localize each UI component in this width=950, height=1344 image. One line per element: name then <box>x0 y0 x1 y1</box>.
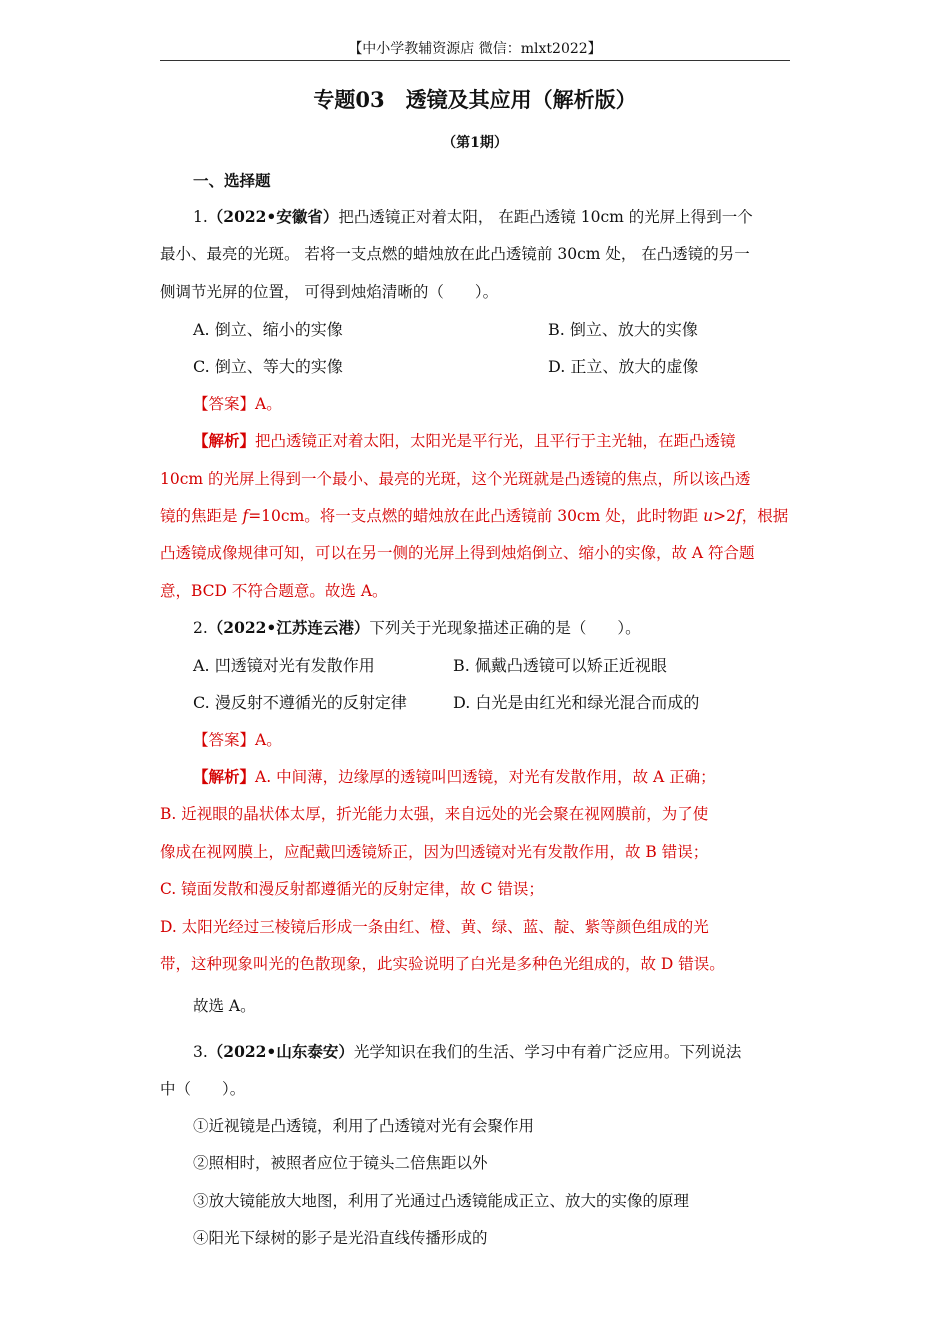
q2-line-1 <box>193 616 823 638</box>
q3-stem-2: 中（ ）。 <box>160 1080 246 1098</box>
q2-analysis-6: 带，这种现象叫光的色散现象，此实验说明了白光是多种色光组成的，故 D 错误。 <box>160 955 725 973</box>
q1-object-distance-symbol: u <box>703 507 714 525</box>
q1-option-b: B. 倒立、放大的实像 <box>548 320 698 339</box>
q2-option-c: C. 漫反射不遵循光的反射定律 <box>193 693 407 712</box>
q1-analysis-1 <box>193 429 823 451</box>
q1-line-1 <box>193 205 823 227</box>
q1-analysis-4: 凸透镜成像规律可知，可以在另一侧的光屏上得到烛焰倒立、缩小的实像，故 A 符合题 <box>160 544 755 562</box>
q3-statement-3: ③放大镜能放大地图，利用了光通过凸透镜能成正立、放大的实像的原理 <box>193 1192 690 1210</box>
q1-option-c: C. 倒立、等大的实像 <box>193 357 343 376</box>
q1-number: 1. <box>193 208 208 226</box>
q2-stem-1: 下列关于光现象描述正确的是（ ）。 <box>369 619 641 637</box>
q1-analysis-3-gt: >2 <box>713 507 737 525</box>
q2-option-a: A. 凹透镜对光有发散作用 <box>193 656 375 675</box>
q1-analysis-2: 10cm 的光屏上得到一个最小、最亮的光斑，这个光斑就是凸透镜的焦点，所以该凸透 <box>160 470 751 488</box>
q1-analysis-3-post: ，根据 <box>741 507 789 525</box>
q2-analysis-5: D. 太阳光经过三棱镜后形成一条由红、橙、黄、绿、蓝、靛、紫等颜色组成的光 <box>160 918 709 936</box>
q1-answer: 【答案】A。 <box>193 395 282 413</box>
q2-number: 2. <box>193 619 208 637</box>
q1-analysis-label: 【解析】 <box>193 431 256 450</box>
header-text: 【中小学教辅资源店 微信：mlxt2022】 <box>348 41 602 57</box>
q1-stem-3: 侧调节光屏的位置， 可得到烛焰清晰的（ ）。 <box>160 283 499 301</box>
q1-stem-1: 把凸透镜正对着太阳， 在距凸透镜 10cm 的光屏上得到一个 <box>338 208 753 226</box>
q1-stem-2: 最小、最亮的光斑。 若将一支点燃的蜡烛放在此凸透镜前 30cm 处， 在凸透镜的另一 <box>160 245 750 263</box>
section-heading: 一、选择题 <box>193 171 271 190</box>
q3-line-1 <box>193 1040 823 1062</box>
q2-analysis-3: 像成在视网膜上，应配戴凹透镜矫正，因为凹透镜对光有发散作用，故 B 错误； <box>160 843 709 861</box>
q2-analysis-label: 【解析】 <box>193 767 256 786</box>
page-subtitle: （第1期） <box>442 135 508 151</box>
q3-stem-1: 光学知识在我们的生活、学习中有着广泛应用。下列说法 <box>353 1043 742 1061</box>
q1-option-d: D. 正立、放大的虚像 <box>548 357 699 376</box>
q3-number: 3. <box>193 1043 208 1061</box>
q2-analysis-2: B. 近视眼的晶状体太厚，折光能力太强，来自远处的光会聚在视网膜前，为了使 <box>160 805 709 823</box>
q2-source: （2022•江苏连云港） <box>207 618 370 637</box>
q2-option-d: D. 白光是由红光和绿光混合而成的 <box>453 693 700 712</box>
q2-option-b: B. 佩戴凸透镜可以矫正近视眼 <box>453 656 667 675</box>
q1-source: （2022•安徽省） <box>207 207 339 226</box>
q3-source: （2022•山东泰安） <box>207 1042 354 1061</box>
q1-analysis-3-pre: 镜的焦距是 <box>160 507 243 525</box>
header-rule <box>160 60 790 61</box>
q1-analysis-5: 意，BCD 不符合题意。故选 A。 <box>160 582 388 600</box>
q3-statement-1: ①近视镜是凸透镜，利用了凸透镜对光有会聚作用 <box>193 1117 535 1135</box>
q2-analysis-text-1: A. 中间薄，边缘厚的透镜叫凹透镜，对光有发散作用，故 A 正确； <box>255 768 716 786</box>
q1-focal-symbol-2: f <box>736 507 742 525</box>
q3-statement-2: ②照相时，被照者应位于镜头二倍焦距以外 <box>193 1154 488 1172</box>
q2-conclusion: 故选 A。 <box>193 997 256 1015</box>
q1-analysis-3 <box>160 504 790 526</box>
q2-answer: 【答案】A。 <box>193 731 282 749</box>
q1-analysis-3-mid: =10cm。将一支点燃的蜡烛放在此凸透镜前 30cm 处，此时物距 <box>248 507 704 525</box>
q1-focal-symbol: f <box>242 507 249 525</box>
q1-analysis-text-1: 把凸透镜正对着太阳，太阳光是平行光，且平行于主光轴，在距凸透镜 <box>255 432 736 450</box>
q2-analysis-1 <box>193 765 823 787</box>
q2-analysis-4: C. 镜面发散和漫反射都遵循光的反射定律，故 C 错误； <box>160 880 544 898</box>
q3-statement-4: ④阳光下绿树的影子是光沿直线传播形成的 <box>193 1229 488 1247</box>
page-title: 专题03 透镜及其应用（解析版） <box>313 87 637 112</box>
q1-option-a: A. 倒立、缩小的实像 <box>193 320 343 339</box>
